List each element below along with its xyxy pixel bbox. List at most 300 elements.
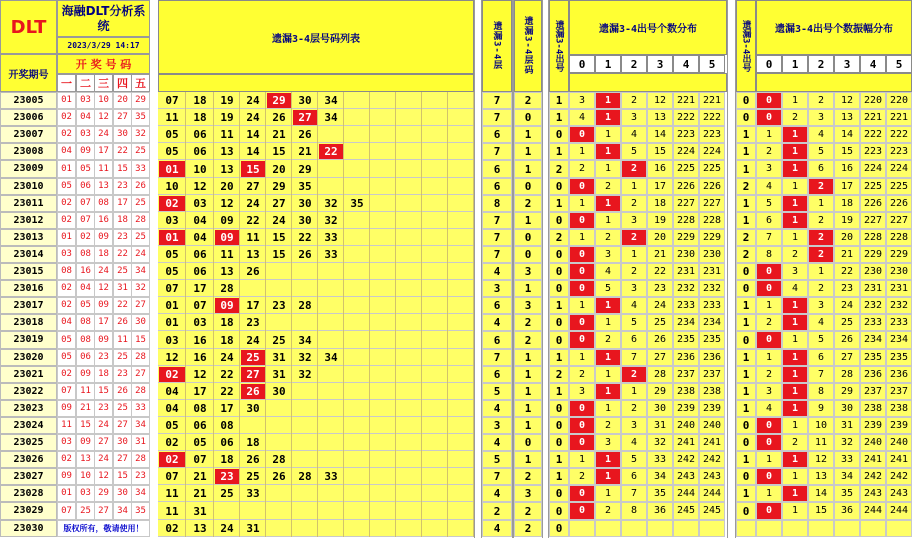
list-number: 11 <box>165 111 179 124</box>
draw-number: 35 <box>131 109 150 126</box>
col-c-value: 1 <box>549 109 569 126</box>
amp-value: 1 <box>782 400 808 417</box>
amp-value: 1 <box>782 178 808 195</box>
amp-value <box>834 520 860 537</box>
list-number: 11 <box>246 231 260 244</box>
col-d-value: 2 <box>736 246 756 263</box>
col-d-value <box>736 520 756 537</box>
list-number: 04 <box>165 402 179 415</box>
draw-number: 09 <box>76 143 95 160</box>
list-number: 21 <box>193 487 207 500</box>
amp-value: 226 <box>860 195 886 212</box>
dist-value: 245 <box>673 502 699 520</box>
draw-number: 15 <box>76 417 95 434</box>
app-title-box <box>57 0 150 37</box>
list-number: 30 <box>298 214 312 227</box>
list-number: 18 <box>193 111 207 124</box>
dist-value: 14 <box>647 126 673 143</box>
list-title: 遗漏3-4层号码列表 <box>271 33 361 45</box>
dist-value: 2 <box>595 502 621 520</box>
amp-value <box>808 520 834 537</box>
dist-subheader <box>569 73 727 92</box>
list-number: 21 <box>272 128 286 141</box>
app-title: 海融DLT分析系统 <box>61 3 146 33</box>
list-number: 09 <box>215 298 239 313</box>
col-a-value: 4 <box>482 520 512 537</box>
list-number: 13 <box>220 162 234 176</box>
list-gridcell <box>318 366 344 383</box>
dist-value: 1 <box>621 383 647 400</box>
dist-value <box>621 520 647 537</box>
list-gridcell <box>448 349 474 366</box>
list-number: 04 <box>165 385 179 398</box>
amp-value: 2 <box>808 212 834 229</box>
dist-value: 7 <box>621 349 647 366</box>
col-c-header <box>549 0 569 92</box>
amp-value: 239 <box>860 417 886 434</box>
list-gridcell <box>344 92 370 109</box>
position-header: 一 <box>57 74 76 92</box>
list-gridcell <box>396 212 422 229</box>
list-gridcell <box>396 383 422 400</box>
list-number: 07 <box>165 470 179 483</box>
amp-value: 1 <box>756 349 782 366</box>
list-gridcell <box>422 178 448 195</box>
amp-value: 20 <box>834 229 860 246</box>
list-gridcell <box>448 297 474 314</box>
list-number: 24 <box>220 522 234 535</box>
dist-value: 237 <box>673 366 699 383</box>
amp-value: 224 <box>860 160 886 178</box>
dist-value: 231 <box>673 263 699 280</box>
dist-value: 3 <box>595 434 621 451</box>
dist-value: 29 <box>647 383 673 400</box>
draw-number: 15 <box>113 468 132 485</box>
list-gridcell <box>396 92 422 109</box>
list-number: 15 <box>272 231 286 244</box>
dist-value: 2 <box>621 160 647 178</box>
row-issue: 23014 <box>0 246 57 263</box>
list-number: 05 <box>165 128 179 141</box>
dist-value: 5 <box>621 451 647 468</box>
list-number: 06 <box>193 145 207 158</box>
dist-value: 26 <box>647 331 673 349</box>
list-number: 35 <box>350 197 364 210</box>
list-gridcell <box>448 212 474 229</box>
amp-title: 遗漏3-4出号个数振幅分布 <box>774 24 894 35</box>
list-number: 33 <box>324 248 338 261</box>
amp-value: 8 <box>756 246 782 263</box>
list-gridcell <box>396 195 422 212</box>
list-number: 09 <box>220 214 234 227</box>
list-number: 13 <box>193 522 207 535</box>
dist-value: 27 <box>647 349 673 366</box>
amp-value: 234 <box>860 331 886 349</box>
dist-value <box>673 520 699 537</box>
list-gridcell <box>370 468 396 485</box>
col-b-label: 遗漏3-4层码 <box>522 16 533 76</box>
amp-value: 243 <box>860 485 886 502</box>
draw-number: 27 <box>113 109 132 126</box>
dist-value: 233 <box>673 297 699 314</box>
draw-number: 30 <box>113 434 132 451</box>
list-number: 19 <box>220 111 234 124</box>
list-gridcell <box>292 502 318 520</box>
list-gridcell <box>214 502 240 520</box>
draw-number: 34 <box>131 263 150 280</box>
list-number: 05 <box>165 265 179 278</box>
amp-value: 0 <box>756 434 782 451</box>
amp-value: 222 <box>886 126 912 143</box>
list-number: 02 <box>165 436 179 449</box>
col-a-value: 6 <box>482 160 512 178</box>
col-c-value: 0 <box>549 400 569 417</box>
dist-value: 234 <box>699 314 725 331</box>
amp-value: 235 <box>886 349 912 366</box>
col-a-value: 7 <box>482 109 512 126</box>
draw-number: 25 <box>76 502 95 520</box>
list-number: 15 <box>241 161 265 177</box>
dist-value: 226 <box>673 178 699 195</box>
list-gridcell <box>370 366 396 383</box>
col-c-value: 0 <box>549 178 569 195</box>
draw-number: 18 <box>113 212 132 229</box>
list-gridcell <box>448 366 474 383</box>
list-gridcell <box>396 263 422 280</box>
list-number: 23 <box>246 316 260 329</box>
col-a-value: 6 <box>482 178 512 195</box>
logo <box>0 0 57 54</box>
dist-value: 5 <box>621 314 647 331</box>
list-number: 33 <box>324 470 338 483</box>
amp-value: 12 <box>808 451 834 468</box>
amp-value: 6 <box>808 160 834 178</box>
list-number: 22 <box>298 231 312 244</box>
list-gridcell <box>292 400 318 417</box>
dist-value: 226 <box>699 178 725 195</box>
col-b-value: 3 <box>514 485 542 502</box>
col-b-value: 1 <box>514 400 542 417</box>
position-header: 五 <box>131 74 150 92</box>
list-number: 12 <box>193 368 207 381</box>
col-c-value: 0 <box>549 434 569 451</box>
list-number: 07 <box>165 94 179 107</box>
list-number: 01 <box>165 299 179 312</box>
dist-value: 227 <box>699 195 725 212</box>
list-number: 07 <box>165 282 179 295</box>
row-issue: 23023 <box>0 400 57 417</box>
amp-value: 2 <box>808 178 834 195</box>
list-number: 17 <box>193 282 207 295</box>
amp-value: 222 <box>860 126 886 143</box>
draw-number: 27 <box>94 434 113 451</box>
amp-value: 6 <box>808 349 834 366</box>
col-c-label: 遗漏3-4出号 <box>553 19 564 73</box>
draw-number: 25 <box>131 195 150 212</box>
dist-value: 4 <box>569 109 595 126</box>
list-gridcell <box>266 434 292 451</box>
amp-value: 6 <box>756 212 782 229</box>
amp-value: 0 <box>756 331 782 349</box>
list-number: 11 <box>220 248 234 261</box>
draw-number: 31 <box>113 280 132 297</box>
dist-value: 32 <box>647 434 673 451</box>
draw-number: 18 <box>94 246 113 263</box>
col-d-value: 1 <box>736 485 756 502</box>
list-gridcell <box>396 143 422 160</box>
list-gridcell <box>370 400 396 417</box>
list-number: 17 <box>193 385 207 398</box>
dist-value: 16 <box>647 160 673 178</box>
list-gridcell <box>344 485 370 502</box>
col-a-value: 7 <box>482 229 512 246</box>
col-a-header <box>482 0 512 92</box>
list-number: 30 <box>272 385 286 398</box>
dist-value: 0 <box>569 246 595 263</box>
list-gridcell <box>292 280 318 297</box>
row-issue: 23010 <box>0 178 57 195</box>
issue-header <box>0 54 57 92</box>
list-gridcell <box>370 263 396 280</box>
amp-value: 239 <box>886 417 912 434</box>
list-gridcell <box>266 502 292 520</box>
amp-value: 237 <box>860 383 886 400</box>
amp-value: 11 <box>808 434 834 451</box>
list-number: 26 <box>298 248 312 261</box>
dist-value: 245 <box>699 502 725 520</box>
amp-header: 2 <box>808 55 834 73</box>
dist-value: 7 <box>621 485 647 502</box>
list-gridcell <box>396 520 422 537</box>
dist-value: 3 <box>621 280 647 297</box>
list-number: 03 <box>165 214 179 227</box>
list-gridcell <box>396 331 422 349</box>
col-b-value: 0 <box>514 246 542 263</box>
amp-value: 25 <box>834 314 860 331</box>
row-issue: 23028 <box>0 485 57 502</box>
amp-value: 236 <box>886 366 912 383</box>
amp-value: 3 <box>756 160 782 178</box>
list-gridcell <box>422 434 448 451</box>
list-number: 06 <box>193 265 207 278</box>
amp-value: 9 <box>808 400 834 417</box>
amp-value: 225 <box>886 178 912 195</box>
list-gridcell <box>292 383 318 400</box>
list-gridcell <box>448 314 474 331</box>
dist-value: 3 <box>595 246 621 263</box>
draw-number: 12 <box>94 468 113 485</box>
list-number: 07 <box>193 453 207 466</box>
col-a-value: 7 <box>482 349 512 366</box>
list-gridcell <box>266 520 292 537</box>
list-number: 32 <box>298 351 312 364</box>
amp-value: 0 <box>756 502 782 520</box>
list-number: 04 <box>193 214 207 227</box>
list-gridcell <box>396 349 422 366</box>
list-gridcell <box>448 331 474 349</box>
draw-number: 09 <box>94 331 113 349</box>
list-number: 04 <box>193 231 207 244</box>
list-number: 34 <box>324 111 338 124</box>
col-b-value: 1 <box>514 383 542 400</box>
amp-value: 17 <box>834 178 860 195</box>
list-number: 27 <box>241 367 265 382</box>
list-gridcell <box>448 468 474 485</box>
dist-value: 224 <box>699 143 725 160</box>
col-d-value: 0 <box>736 502 756 520</box>
draw-number: 18 <box>94 366 113 383</box>
amp-value: 0 <box>756 92 782 109</box>
draw-header-label: 开 奖 号 码 <box>75 58 132 71</box>
list-gridcell <box>396 468 422 485</box>
amp-header: 5 <box>886 55 912 73</box>
amp-value: 1 <box>782 143 808 160</box>
amp-value: 2 <box>808 246 834 263</box>
list-gridcell <box>396 280 422 297</box>
draw-number: 02 <box>57 195 76 212</box>
col-b-value: 0 <box>514 434 542 451</box>
col-c-value: 1 <box>549 92 569 109</box>
list-gridcell <box>370 246 396 263</box>
dist-value: 3 <box>621 417 647 434</box>
dist-value: 36 <box>647 502 673 520</box>
col-b-value: 2 <box>514 502 542 520</box>
amp-value: 235 <box>860 349 886 366</box>
amp-value: 5 <box>756 195 782 212</box>
list-gridcell <box>370 195 396 212</box>
amp-value: 236 <box>860 366 886 383</box>
col-a-value: 8 <box>482 195 512 212</box>
row-issue: 23018 <box>0 314 57 331</box>
dist-value: 1 <box>569 195 595 212</box>
dist-value: 2 <box>621 366 647 383</box>
col-c-value: 0 <box>549 212 569 229</box>
list-number: 29 <box>298 162 312 176</box>
list-gridcell <box>396 434 422 451</box>
col-c-value: 1 <box>549 383 569 400</box>
list-number: 09 <box>215 230 239 245</box>
draw-number: 34 <box>131 485 150 502</box>
list-gridcell <box>292 520 318 537</box>
list-number: 18 <box>220 453 234 466</box>
list-gridcell <box>370 502 396 520</box>
dist-value: 222 <box>699 109 725 126</box>
list-number: 22 <box>220 385 234 398</box>
dist-value: 241 <box>673 434 699 451</box>
col-a-value: 4 <box>482 434 512 451</box>
dist-value: 19 <box>647 212 673 229</box>
amp-value: 240 <box>860 434 886 451</box>
row-issue: 23025 <box>0 434 57 451</box>
draw-number: 26 <box>113 383 132 400</box>
col-b-value: 2 <box>514 195 542 212</box>
draw-number: 21 <box>76 400 95 417</box>
list-gridcell <box>344 366 370 383</box>
list-gridcell <box>344 434 370 451</box>
list-gridcell <box>422 366 448 383</box>
left-gap <box>150 0 158 538</box>
list-gridcell <box>422 212 448 229</box>
list-gridcell <box>370 451 396 468</box>
list-gridcell <box>318 297 344 314</box>
list-number: 05 <box>165 248 179 261</box>
list-gridcell <box>344 126 370 143</box>
dist-value: 22 <box>647 263 673 280</box>
amp-value: 8 <box>808 383 834 400</box>
list-number: 11 <box>165 504 179 518</box>
list-number: 34 <box>324 351 338 364</box>
amp-value: 1 <box>782 468 808 485</box>
draw-number: 17 <box>94 143 113 160</box>
amp-value: 7 <box>756 229 782 246</box>
draw-number: 01 <box>57 92 76 109</box>
draw-number: 34 <box>131 417 150 434</box>
list-number: 01 <box>159 230 185 245</box>
dist-value: 228 <box>699 212 725 229</box>
list-number: 18 <box>193 94 207 107</box>
draw-number: 15 <box>94 383 113 400</box>
dist-value <box>569 520 595 537</box>
draw-number: 27 <box>131 366 150 383</box>
dist-value: 227 <box>673 195 699 212</box>
dist-value: 13 <box>647 109 673 126</box>
row-issue: 23030 <box>0 520 57 537</box>
amp-value: 1 <box>782 417 808 434</box>
list-gridcell <box>422 246 448 263</box>
list-gridcell <box>396 485 422 502</box>
list-gridcell <box>370 109 396 126</box>
list-gridcell <box>448 92 474 109</box>
list-number: 22 <box>319 144 343 159</box>
dist-value: 1 <box>621 178 647 195</box>
draw-number: 12 <box>94 280 113 297</box>
list-number: 08 <box>220 419 234 432</box>
dist-value: 3 <box>569 92 595 109</box>
amp-value: 234 <box>886 331 912 349</box>
col-b-value: 1 <box>514 366 542 383</box>
dist-value: 221 <box>699 92 725 109</box>
amp-value: 30 <box>834 400 860 417</box>
list-gridcell <box>422 297 448 314</box>
col-d-value: 0 <box>736 417 756 434</box>
draw-number: 12 <box>94 109 113 126</box>
amp-value: 21 <box>834 246 860 263</box>
amp-value: 242 <box>886 468 912 485</box>
list-gridcell <box>344 314 370 331</box>
dist-value: 4 <box>621 126 647 143</box>
amp-value: 3 <box>808 109 834 126</box>
dist-value: 233 <box>699 297 725 314</box>
list-number: 30 <box>298 94 312 107</box>
amp-value: 1 <box>756 485 782 502</box>
draw-number: 23 <box>131 468 150 485</box>
draw-number: 30 <box>113 126 132 143</box>
datetime: 2023/3/29 14:17 <box>67 41 140 50</box>
draw-number: 27 <box>113 451 132 468</box>
amp-value: 231 <box>860 280 886 297</box>
col-a-value: 4 <box>482 263 512 280</box>
amp-value: 13 <box>834 109 860 126</box>
col-b-value: 1 <box>514 143 542 160</box>
list-gridcell <box>344 349 370 366</box>
list-number: 05 <box>193 436 207 449</box>
amp-value <box>782 520 808 537</box>
amp-value: 34 <box>834 468 860 485</box>
list-gridcell <box>396 297 422 314</box>
amp-value: 223 <box>886 143 912 160</box>
col-a-value: 3 <box>482 280 512 297</box>
list-gridcell <box>422 263 448 280</box>
